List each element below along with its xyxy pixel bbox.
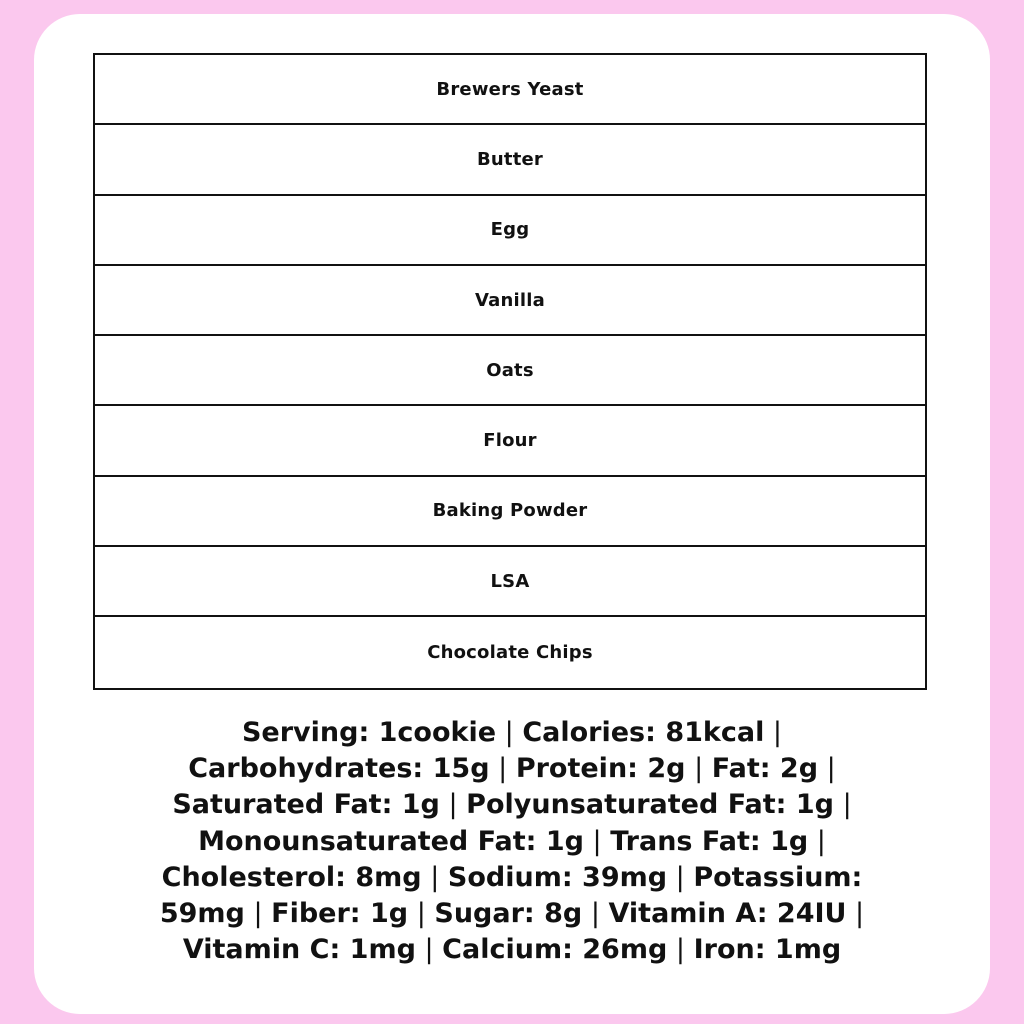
nutrition-item: Monounsaturated Fat: 1g [198,825,584,857]
separator: | [244,898,272,930]
ingredient-row [95,617,925,687]
separator: | [583,825,611,857]
ingredient-name: Flour [483,430,537,452]
nutrition-line [104,715,920,751]
nutrition-line [104,751,920,787]
ingredient-name: Egg [490,219,530,241]
nutrition-item: Potassium: [693,861,863,893]
separator: | [846,898,865,930]
ingredient-name: Brewers Yeast [436,78,584,100]
nutrition-facts [104,715,920,968]
ingredient-row [95,266,925,336]
ingredient-name: Vanilla [475,289,545,311]
separator: | [408,898,435,930]
nutrition-item: Calcium: 26mg [442,934,668,966]
content-card [34,14,990,1014]
nutrition-line [104,860,920,896]
ingredient-row [95,336,925,406]
nutrition-item: Vitamin A: 24IU [608,898,847,930]
ingredients-table [93,53,927,690]
ingredient-row [95,477,925,547]
separator: | [808,825,826,857]
ingredient-row [95,125,925,195]
nutrition-item: Vitamin C: 1mg [182,934,416,966]
separator: | [764,717,783,748]
nutrition-item: Saturated Fat: 1g [172,789,440,821]
nutrition-item: Iron: 1mg [693,934,842,966]
ingredient-name: Oats [486,359,534,381]
ingredient-name: LSA [490,570,530,592]
separator: | [667,861,694,893]
nutrition-item: Protein: 2g [515,753,686,785]
ingredient-row [95,406,925,476]
nutrition-item: Calories: 81kcal [522,717,765,748]
ingredient-row [95,55,925,125]
nutrition-item: Serving: 1cookie [241,717,497,748]
nutrition-line [104,932,920,968]
separator: | [496,717,523,748]
separator: | [489,753,516,785]
nutrition-line [104,824,920,860]
nutrition-item: 59mg [159,898,245,930]
ingredient-name: Baking Powder [432,500,588,522]
nutrition-item: Sugar: 8g [434,898,583,930]
separator: | [685,753,712,785]
nutrition-item: Sodium: 39mg [447,861,668,893]
nutrition-item: Cholesterol: 8mg [161,861,422,893]
nutrition-line [104,896,920,932]
separator: | [582,898,609,930]
separator: | [818,753,836,785]
nutrition-item: Fat: 2g [711,753,819,785]
nutrition-item: Carbohydrates: 15g [188,753,490,785]
separator: | [439,789,467,821]
ingredient-name: Butter [476,148,544,170]
separator: | [834,789,852,821]
separator: | [667,934,694,966]
separator: | [421,861,448,893]
nutrition-item: Fiber: 1g [271,898,409,930]
ingredient-row [95,196,925,266]
nutrition-item: Polyunsaturated Fat: 1g [466,789,834,821]
nutrition-item: Trans Fat: 1g [610,825,809,857]
ingredient-row [95,547,925,617]
ingredient-name: Chocolate Chips [427,642,593,664]
separator: | [415,934,443,966]
nutrition-line [104,787,920,823]
